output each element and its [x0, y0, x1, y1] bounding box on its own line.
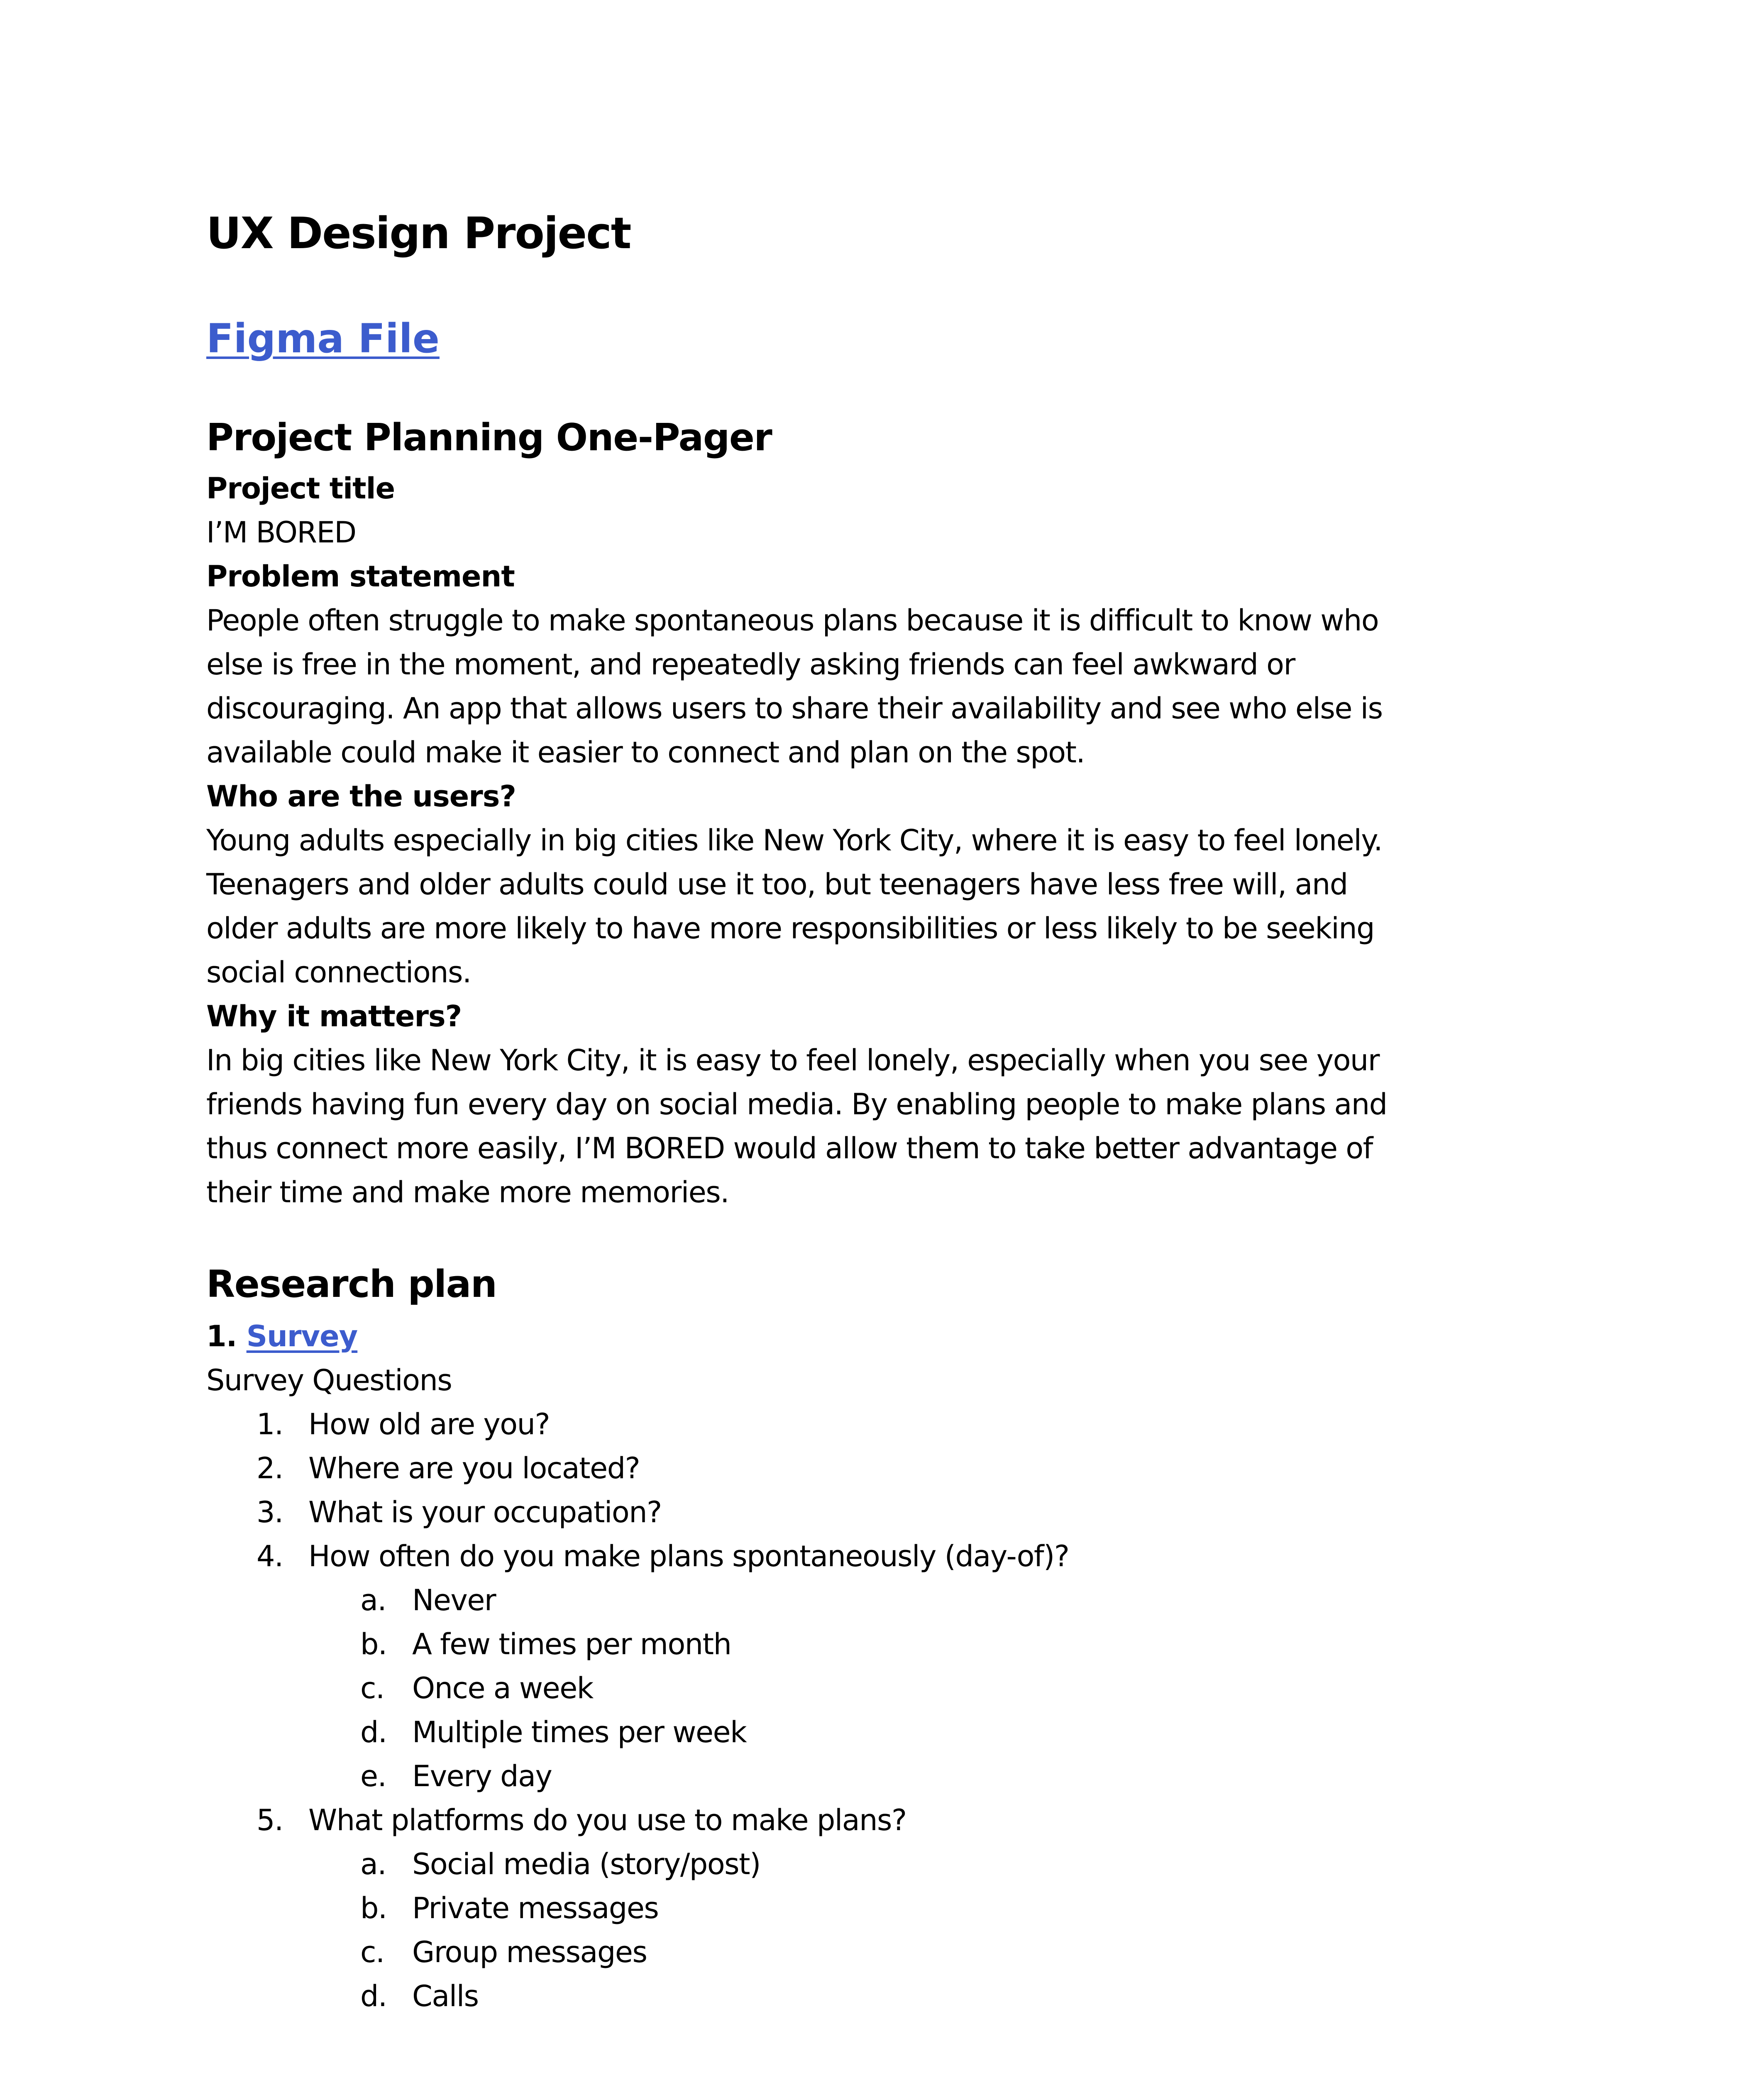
answer-option-item: [206, 1710, 1576, 1754]
research-plan-heading: Research plan: [206, 1262, 497, 1306]
section-text-line: friends having fun every day on social media. By enabling people to make plans and: [206, 1087, 1387, 1121]
section-text-line: I’M BORED: [206, 515, 356, 549]
answer-option-item: [206, 1930, 1576, 1974]
option-text: Once a week: [412, 1671, 593, 1705]
option-text: Private messages: [412, 1891, 659, 1925]
one-pager-heading: Project Planning One-Pager: [206, 416, 772, 459]
survey-question-item: [206, 1490, 1576, 1534]
survey-heading: [206, 1314, 1576, 1358]
survey-link[interactable]: Survey: [246, 1319, 358, 1353]
survey-question-item: [206, 1534, 1576, 1578]
list-marker: a.: [360, 1847, 386, 1881]
section-label: Who are the users?: [206, 779, 516, 813]
survey-question-item: [206, 1402, 1576, 1446]
list-marker: e.: [360, 1759, 386, 1793]
survey-question-list: [206, 1402, 1576, 2018]
list-marker: d.: [360, 1979, 387, 2013]
figma-file-link[interactable]: Figma File: [206, 315, 440, 362]
question-text: How often do you make plans spontaneously (day-of)?: [308, 1539, 1069, 1573]
section-text-line: thus connect more easily, I’M BORED would allow them to take better advantage of: [206, 1131, 1373, 1165]
option-text: Every day: [412, 1759, 552, 1793]
section-text-line: In big cities like New York City, it is easy to feel lonely, especially when you see your: [206, 1043, 1380, 1077]
answer-option-item: [206, 1666, 1576, 1710]
list-marker: a.: [360, 1583, 386, 1617]
answer-option-item: [206, 1974, 1576, 2018]
question-text: What is your occupation?: [308, 1495, 662, 1529]
list-marker: 3.: [257, 1495, 283, 1529]
option-text: Never: [412, 1583, 496, 1617]
list-marker: c.: [360, 1935, 384, 1969]
section-text-line: their time and make more memories.: [206, 1175, 729, 1209]
survey-questions-label: Survey Questions: [206, 1363, 452, 1397]
question-text: Where are you located?: [308, 1451, 640, 1485]
option-text: A few times per month: [412, 1627, 731, 1661]
section-text-line: else is free in the moment, and repeatedly asking friends can feel awkward or: [206, 647, 1295, 681]
list-marker: 1.: [257, 1407, 283, 1441]
answer-option-item: [206, 1842, 1576, 1886]
option-text: Calls: [412, 1979, 479, 2013]
section-text-line: available could make it easier to connect and plan on the spot.: [206, 735, 1085, 769]
question-text: What platforms do you use to make plans?: [308, 1803, 906, 1837]
section-text-line: Teenagers and older adults could use it too, but teenagers have less free will, and: [206, 867, 1348, 901]
list-marker: 5.: [257, 1803, 283, 1837]
option-text: Group messages: [412, 1935, 647, 1969]
answer-option-item: [206, 1578, 1576, 1622]
answer-option-item: [206, 1622, 1576, 1666]
list-marker: d.: [360, 1715, 387, 1749]
section-text-line: discouraging. An app that allows users to share their availability and see who else is: [206, 691, 1383, 725]
answer-option-item: [206, 1754, 1576, 1798]
list-marker: 4.: [257, 1539, 283, 1573]
figma-file-heading: [206, 308, 1576, 370]
section-text-line: People often struggle to make spontaneous plans because it is difficult to know who: [206, 603, 1379, 637]
section-label: Problem statement: [206, 559, 515, 593]
question-text: How old are you?: [308, 1407, 550, 1441]
section-text-line: older adults are more likely to have more responsibilities or less likely to be seeking: [206, 911, 1375, 945]
option-text: Multiple times per week: [412, 1715, 747, 1749]
survey-number: 1.: [206, 1319, 237, 1353]
list-marker: b.: [360, 1627, 387, 1661]
survey-question-item: [206, 1446, 1576, 1490]
document-page: [206, 0, 1576, 2068]
section-text-line: Young adults especially in big cities like New York City, where it is easy to feel lonely.: [206, 823, 1382, 857]
one-pager-sections: [206, 466, 1576, 1214]
list-marker: c.: [360, 1671, 384, 1705]
survey-question-item: [206, 1798, 1576, 1842]
list-marker: 2.: [257, 1451, 283, 1485]
section-text-line: social connections.: [206, 955, 471, 989]
option-text: Social media (story/post): [412, 1847, 760, 1881]
list-marker: b.: [360, 1891, 387, 1925]
section-label: Why it matters?: [206, 999, 462, 1033]
section-label: Project title: [206, 471, 395, 505]
document-title: UX Design Project: [206, 208, 631, 259]
answer-option-item: [206, 1886, 1576, 1930]
